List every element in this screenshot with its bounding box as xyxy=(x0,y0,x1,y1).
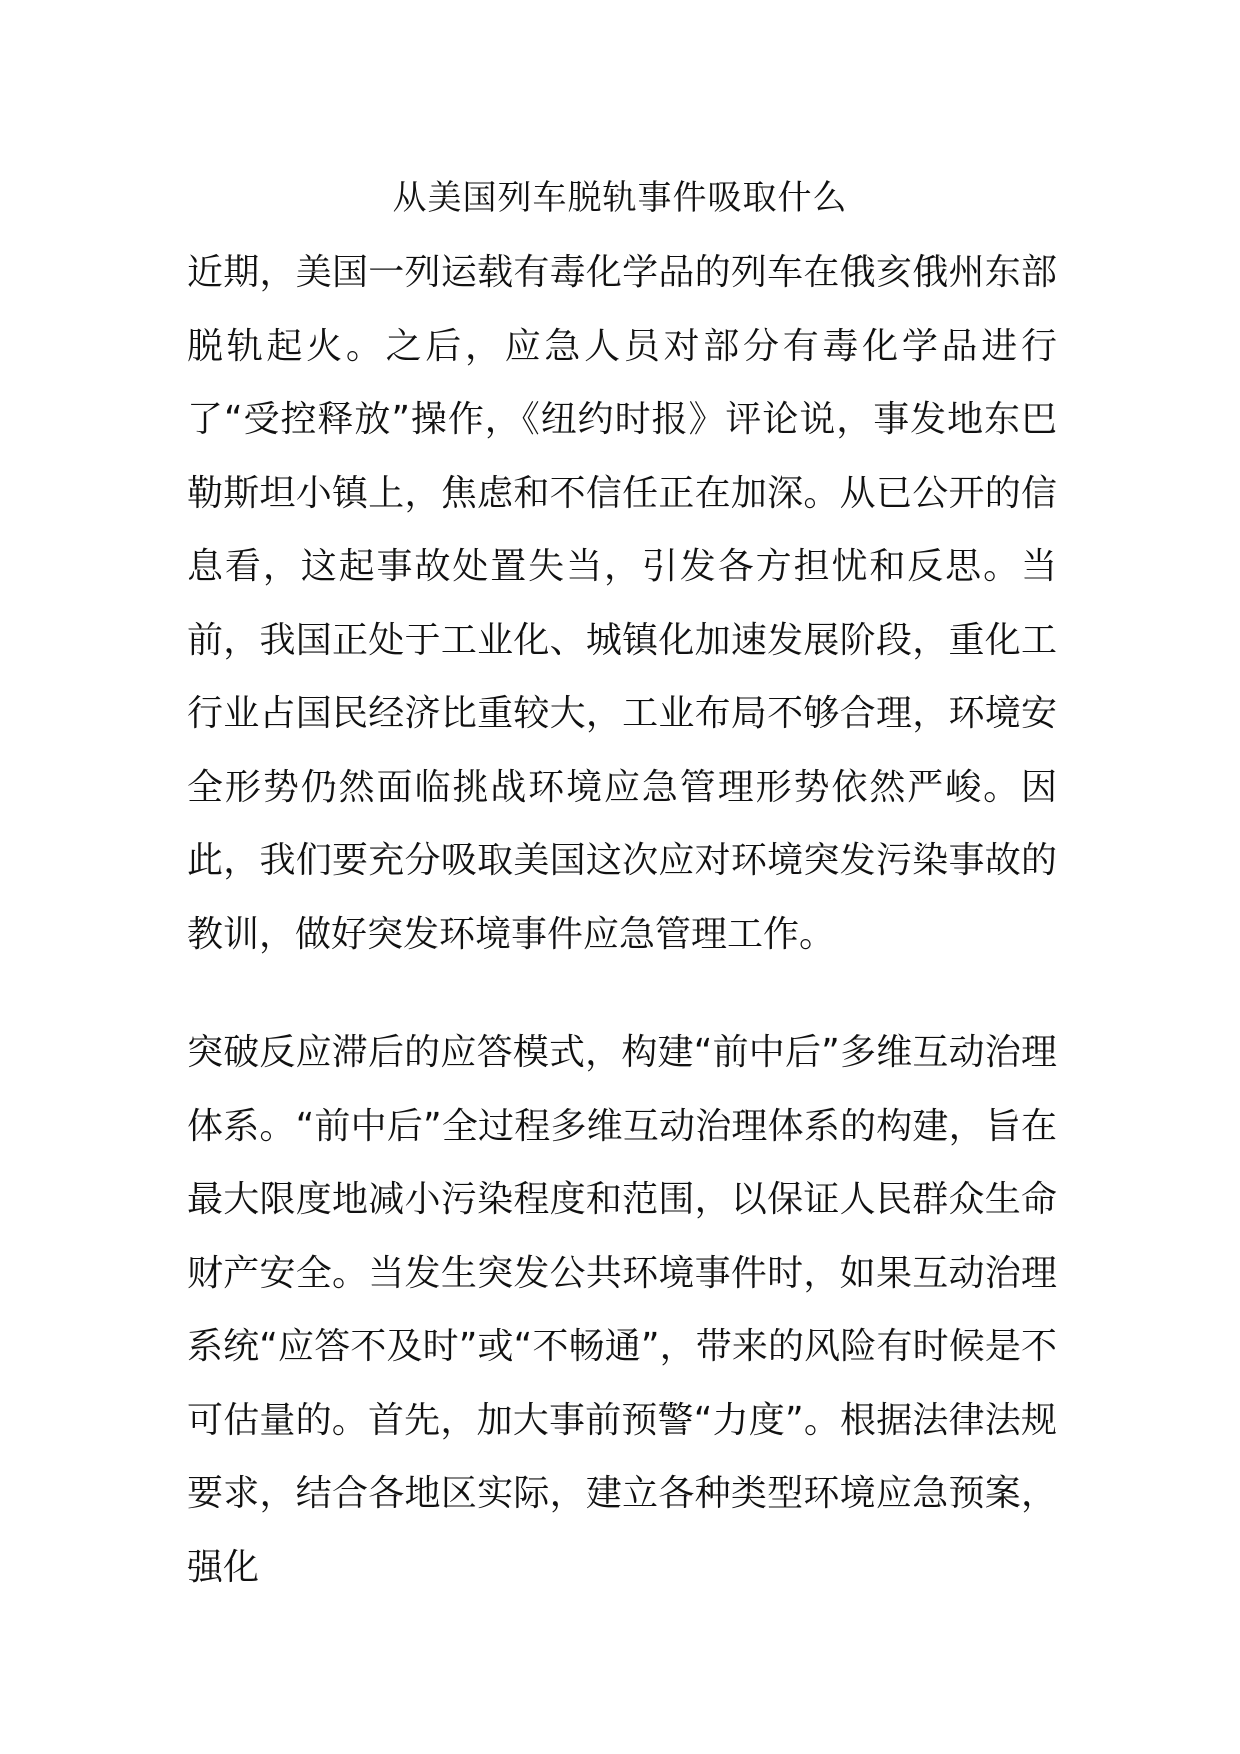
paragraph-1: 近期，美国一列运载有毒化学品的列车在俄亥俄州东部脱轨起火。之后，应急人员对部分有毒化学品进行了“受控释放”操作，《纽约时报》评论说，事发地东巴勒斯坦小镇上，焦虑和不信任正在加深。从已公开的信息看，这起事故处置失当，引发各方担忧和反思。当前，我国正处于工业化、城镇化加速发展阶段，重化工行业占国民经济比重较大，工业布局不够合理，环境安全形势仍然面临挑战环境应急管理形势依然严峻。因此，我们要充分吸取美国这次应对环境突发污染事故的教训，做好突发环境事件应急管理工作。 xyxy=(187,252,1057,955)
paragraph-2: 突破反应滞后的应答模式，构建“前中后”多维互动治理体系。“前中后”全过程多维互动治理体系的构建，旨在最大限度地减小污染程度和范围，以保证人民群众生命财产安全。当发生突发公共环境事件时，如果互动治理系统“应答不及时”或“不畅通”，带来的风险有时候是不可估量的。首先，加大事前预警“力度”。根据法律法规要求，结合各地区实际，建立各种类型环境应急预案，强化 xyxy=(187,1032,1057,1588)
document-title: 从美国列车脱轨事件吸取什么 xyxy=(392,178,848,218)
